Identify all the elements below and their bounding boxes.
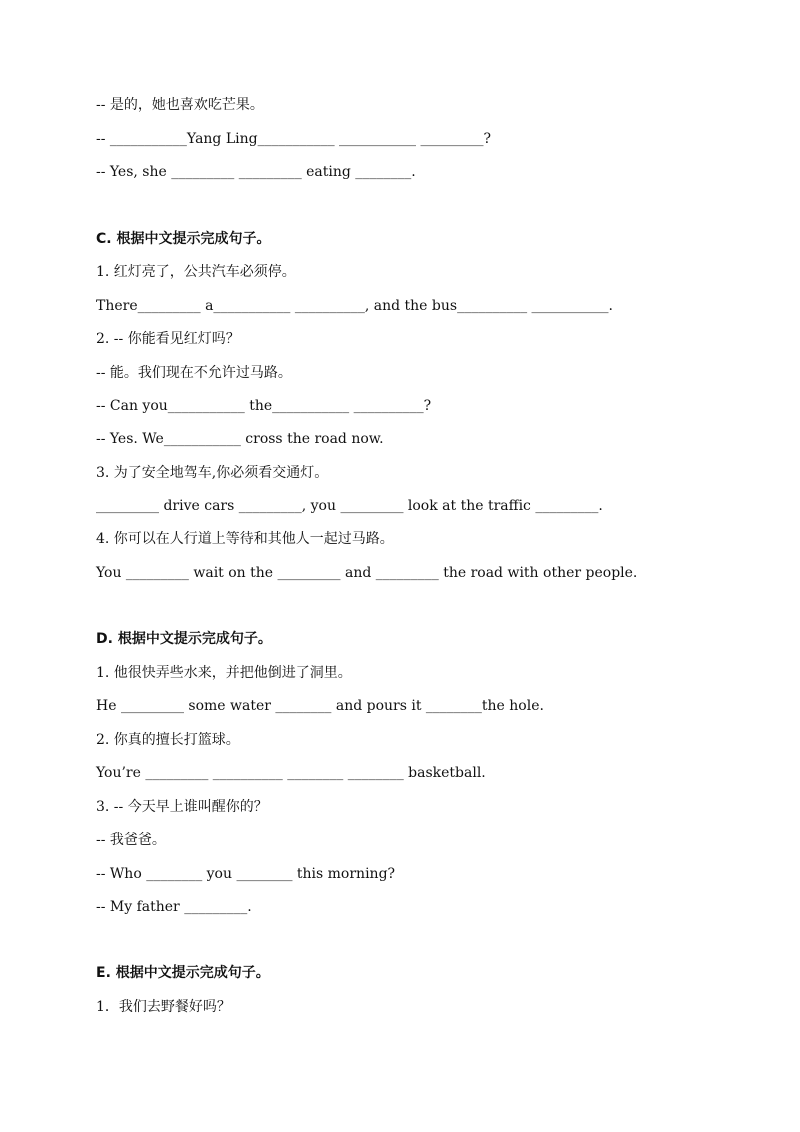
text-line: -- Yes, she _________ _________ eating ________. xyxy=(96,164,416,180)
text-line: He _________ some water ________ and pours it ________the hole. xyxy=(96,698,544,714)
text-line: -- My father _________. xyxy=(96,899,252,915)
text-line: 3. -- 今天早上谁叫醒你的？ xyxy=(96,799,268,815)
section-heading-d: D. 根据中文提示完成句子。 xyxy=(96,631,272,647)
text-line: 4. 你可以在人行道上等待和其他人一起过马路。 xyxy=(96,531,394,547)
text-line: _________ drive cars _________, you _________ look at the traffic _________. xyxy=(96,498,603,514)
text-line: 1. 红灯亮了，公共汽车必须停。 xyxy=(96,264,296,280)
text-line: 1．我们去野餐好吗？ xyxy=(96,999,231,1015)
section-heading-c: C. 根据中文提示完成句子。 xyxy=(96,231,271,247)
text-line: 1. 他很快弄些水来，并把他倒进了洞里。 xyxy=(96,665,352,681)
text-line: -- 是的，她也喜欢吃芒果。 xyxy=(96,97,264,113)
section-heading-e: E. 根据中文提示完成句子。 xyxy=(96,965,270,981)
text-line: -- Yes. We___________ cross the road now. xyxy=(96,431,384,447)
text-line: -- 能。我们现在不允许过马路。 xyxy=(96,365,292,381)
text-line: 2. -- 你能看见红灯吗？ xyxy=(96,331,240,347)
text-line: -- Can you___________ the___________ __________? xyxy=(96,398,432,414)
text-line: There_________ a___________ __________, and the bus__________ ___________. xyxy=(96,298,613,314)
text-line: 2. 你真的擅长打篮球。 xyxy=(96,732,240,748)
text-line: You’re _________ __________ ________ ________ basketball. xyxy=(96,765,486,781)
text-line: You _________ wait on the _________ and _________ the road with other people. xyxy=(96,565,638,581)
text-line: -- ___________Yang Ling___________ ___________ _________? xyxy=(96,131,492,147)
text-line: 3. 为了安全地驾车,你必须看交通灯。 xyxy=(96,465,329,481)
text-line: -- Who ________ you ________ this morning? xyxy=(96,866,396,882)
text-line: -- 我爸爸。 xyxy=(96,832,166,848)
